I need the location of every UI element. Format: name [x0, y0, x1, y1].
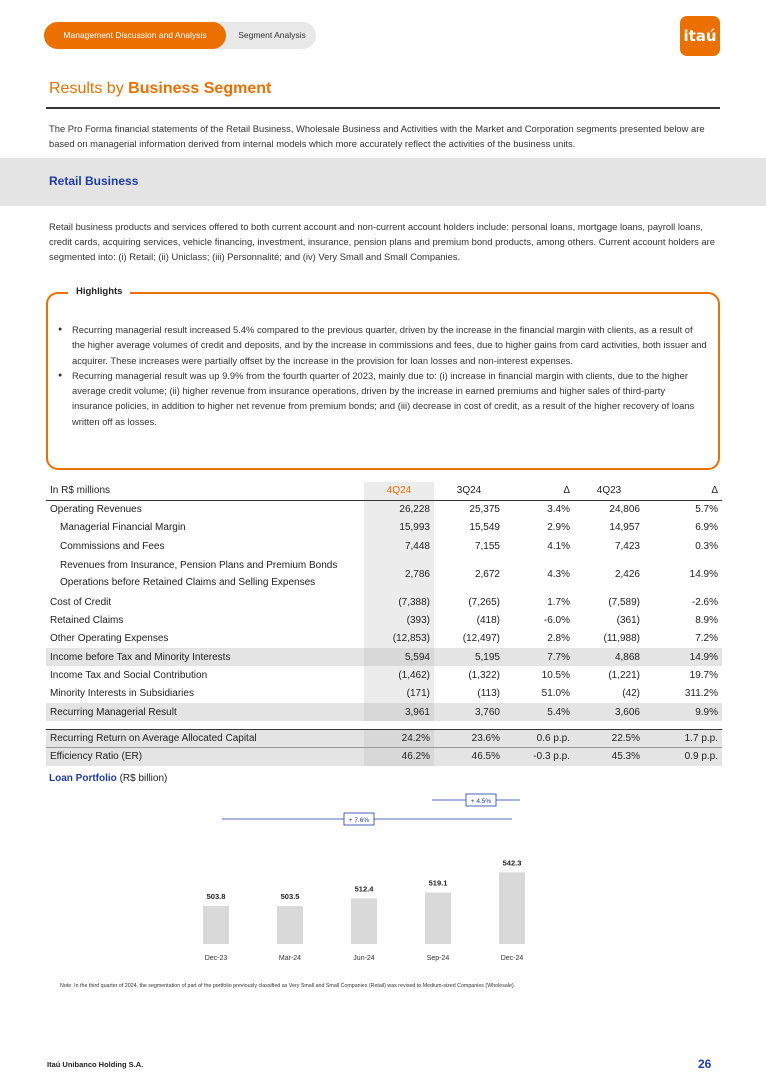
cell: 3,961 [364, 703, 434, 721]
cell: 4.3% [547, 568, 570, 580]
header-label: In R$ millions [46, 482, 364, 500]
cell: (171) [364, 685, 434, 703]
table-row [46, 748, 722, 766]
cell: 2,786 [364, 555, 434, 593]
value-label: 503.8 [206, 891, 226, 901]
cell: (7,589) [608, 596, 640, 608]
cell: 5.4% [504, 703, 574, 721]
retail-band [0, 158, 766, 206]
cell: 14,957 [609, 522, 640, 534]
cell: 25,375 [469, 504, 500, 516]
cell: 7,448 [364, 537, 434, 555]
cell: 1.7 p.p. [644, 729, 722, 747]
row-label: Recurring Managerial Result [46, 703, 364, 721]
retail-description: Retail business products and services offered to both current account and non-current account holders include: personal loans, mortgage loans, payroll loans, credit cards, acquiring services, vehicle financing, investment, insurance, pension plans and premium bond products, among others. Current account holders are segmented into: (i) Retail; (ii) Uniclass; (iii) Personnalité; and (iv) Very Small and Small Companies. [49, 221, 715, 262]
cell: 2,672 [474, 568, 500, 580]
loan-portfolio-title [49, 773, 167, 784]
cell: 7.2% [695, 633, 718, 645]
highlight-item: ● Recurring managerial result increased 5.4% compared to the previous quarter, driven by the increase in the financial margin with clients, as a result of the higher average volumes of credit and deposits, and by the increase in commissions and fees, due to higher gains from card activities, both issuer and acquirer. These increases were partially offset by the increase in the provision for loan losses and non-interest expenses. [58, 322, 708, 368]
row-label: Other Operating Expenses [50, 633, 169, 645]
row-label: Managerial Financial Margin [60, 522, 186, 534]
header-4q23: 4Q23 [574, 482, 644, 500]
value-label: 519.1 [428, 878, 448, 888]
cell: 19.7% [689, 670, 718, 682]
row-label: Cost of Credit [50, 596, 112, 608]
category-label: Dec-24 [500, 955, 524, 962]
table-row [46, 537, 722, 555]
table-row [46, 611, 722, 629]
header-delta-qoq: Δ [504, 482, 574, 500]
cell: 9.9% [644, 703, 722, 721]
bar-Jun-24 [351, 898, 377, 944]
cell: 14.9% [644, 648, 722, 666]
table-row [46, 666, 722, 684]
cell: 0.9 p.p. [644, 748, 722, 766]
tab-management-discussion[interactable]: Management Discussion and Analysis [44, 22, 226, 49]
cell: 7,423 [614, 540, 640, 552]
table-row [46, 555, 722, 593]
bar-Dec-24 [499, 872, 525, 944]
cell: 0.6 p.p. [504, 729, 574, 747]
cell: 311.2% [684, 688, 718, 700]
title-prefix: Results by [49, 80, 124, 97]
retail-title: Retail Business [49, 174, 139, 188]
bar-Mar-24 [277, 906, 303, 944]
cell: (7,388) [364, 593, 434, 611]
cell: 15,993 [364, 519, 434, 537]
table-row [46, 703, 722, 721]
bar-Sep-24 [425, 893, 451, 944]
row-label: Income before Tax and Minority Interests [46, 648, 364, 666]
cell: 14.9% [689, 568, 718, 580]
variation-label: + 7.6% [348, 817, 370, 824]
cell: 15,549 [469, 522, 500, 534]
table-spacer [46, 721, 722, 729]
highlights-box [46, 286, 720, 470]
cell: 6.9% [695, 522, 718, 534]
category-label: Dec-23 [204, 955, 228, 962]
cell: 3,760 [434, 703, 504, 721]
cell: 2,426 [614, 568, 640, 580]
loan-portfolio-chart [192, 790, 552, 970]
cell: (113) [477, 688, 500, 700]
cell: (11,988) [603, 633, 640, 645]
row-label: Operating Revenues [50, 504, 142, 516]
value-label: 542.3 [502, 858, 522, 868]
row-label: Recurring Return on Average Allocated Capital [46, 729, 364, 747]
cell: 5,195 [434, 648, 504, 666]
row-label: Commissions and Fees [60, 540, 165, 552]
table-row [46, 500, 722, 518]
value-label: 512.4 [354, 884, 374, 894]
cell: (12,853) [364, 630, 434, 648]
page-number: 26 [698, 1057, 712, 1071]
cell: 8.9% [695, 615, 718, 627]
row-label: Minority Interests in Subsidiaries [50, 688, 194, 700]
cell: 7,155 [474, 540, 500, 552]
header-3q24: 3Q24 [434, 482, 504, 500]
cell: 3.4% [547, 504, 570, 516]
footnote: Note: In the third quarter of 2024, the segmentation of part of the portfolio previously classified as Very Small and Small Companies (Retail) was revised to Medium-sized Companies (Wholesale). [60, 983, 516, 989]
table-row [46, 630, 722, 648]
intro-paragraph: The Pro Forma financial statements of the Retail Business, Wholesale Business and Activities with the Market and Corporation segments presented below are based on managerial information derived from internal models which more accurately reflect the activities of the business units. [49, 123, 705, 149]
header-4q24: 4Q24 [364, 482, 434, 500]
cell: (12,497) [462, 633, 500, 645]
cell: 4,868 [574, 648, 644, 666]
cell: -2.6% [691, 596, 718, 608]
cell: (418) [476, 615, 500, 627]
table-row [46, 648, 722, 666]
results-table [46, 482, 722, 766]
cell: 2.8% [547, 633, 570, 645]
cell: (1,221) [608, 670, 640, 682]
cell: -6.0% [543, 615, 570, 627]
cell: (361) [616, 615, 640, 627]
cell: 23.6% [434, 729, 504, 747]
cell: 7.7% [504, 648, 574, 666]
cell: (7,265) [468, 596, 500, 608]
title-divider [46, 107, 720, 109]
cell: (1,462) [364, 666, 434, 684]
loan-portfolio-title-bold: Loan Portfolio [49, 773, 117, 784]
cell: 22.5% [574, 729, 644, 747]
value-label: 503.5 [280, 892, 300, 902]
cell: 3,606 [574, 703, 644, 721]
cell: 51.0% [541, 688, 570, 700]
highlight-item: ● Recurring managerial result was up 9.9% from the fourth quarter of 2023, mainly due to: (i) increase in financial margin with clients, due to the higher average credit volume; (ii) higher revenue from insurance operations, driven by the increase in earned premiums and higher sales of third-party insurance policies, in addition to higher net revenue from premium bonds; and (iii) decrease in cost of credit, as a result of the higher recovery of loans written off as losses. [58, 368, 708, 429]
row-label: Efficiency Ratio (ER) [46, 748, 364, 766]
highlights-list [58, 322, 708, 429]
cell: 4.1% [547, 540, 570, 552]
row-label-line-2: Operations before Retained Claims and Selling Expenses [60, 577, 316, 589]
cell: 45.3% [574, 748, 644, 766]
itau-logo: itaú [680, 16, 720, 56]
section-tabs [44, 22, 316, 49]
cell: 46.2% [364, 748, 434, 766]
cell: -0.3 p.p. [504, 748, 574, 766]
cell: 46.5% [434, 748, 504, 766]
footer-company: Itaú Unibanco Holding S.A. [47, 1060, 144, 1069]
cell: 24.2% [364, 729, 434, 747]
loan-portfolio-title-unit: (R$ billion) [119, 773, 168, 784]
row-label: Income Tax and Social Contribution [50, 670, 208, 682]
bar-Dec-23 [203, 906, 229, 944]
cell: 2.9% [547, 522, 570, 534]
tab-segment-analysis[interactable]: Segment Analysis [238, 30, 306, 40]
variation-label: + 4.5% [470, 798, 492, 805]
category-label: Jun-24 [353, 955, 375, 962]
cell: (393) [364, 611, 434, 629]
cell: 24,806 [609, 504, 640, 516]
table-row [46, 685, 722, 703]
category-label: Mar-24 [278, 955, 302, 962]
cell: 0.3% [695, 540, 718, 552]
table-row [46, 593, 722, 611]
row-label: Retained Claims [50, 615, 124, 627]
cell: (1,322) [468, 670, 500, 682]
title-bold: Business Segment [128, 80, 272, 97]
page-title [49, 80, 271, 98]
row-label [46, 555, 364, 593]
highlights-title: Highlights [68, 286, 130, 297]
table-row [46, 519, 722, 537]
cell: 5.7% [695, 504, 718, 516]
cell: 10.5% [541, 670, 570, 682]
row-label-line-1: Revenues from Insurance, Pension Plans and Premium Bonds [60, 560, 338, 572]
header-delta-yoy: Δ [644, 482, 722, 500]
cell: 26,228 [364, 500, 434, 518]
category-label: Sep-24 [426, 955, 450, 962]
table-header-row [46, 482, 722, 500]
cell: (42) [622, 688, 640, 700]
table-row [46, 729, 722, 747]
cell: 1.7% [547, 596, 570, 608]
cell: 5,594 [364, 648, 434, 666]
